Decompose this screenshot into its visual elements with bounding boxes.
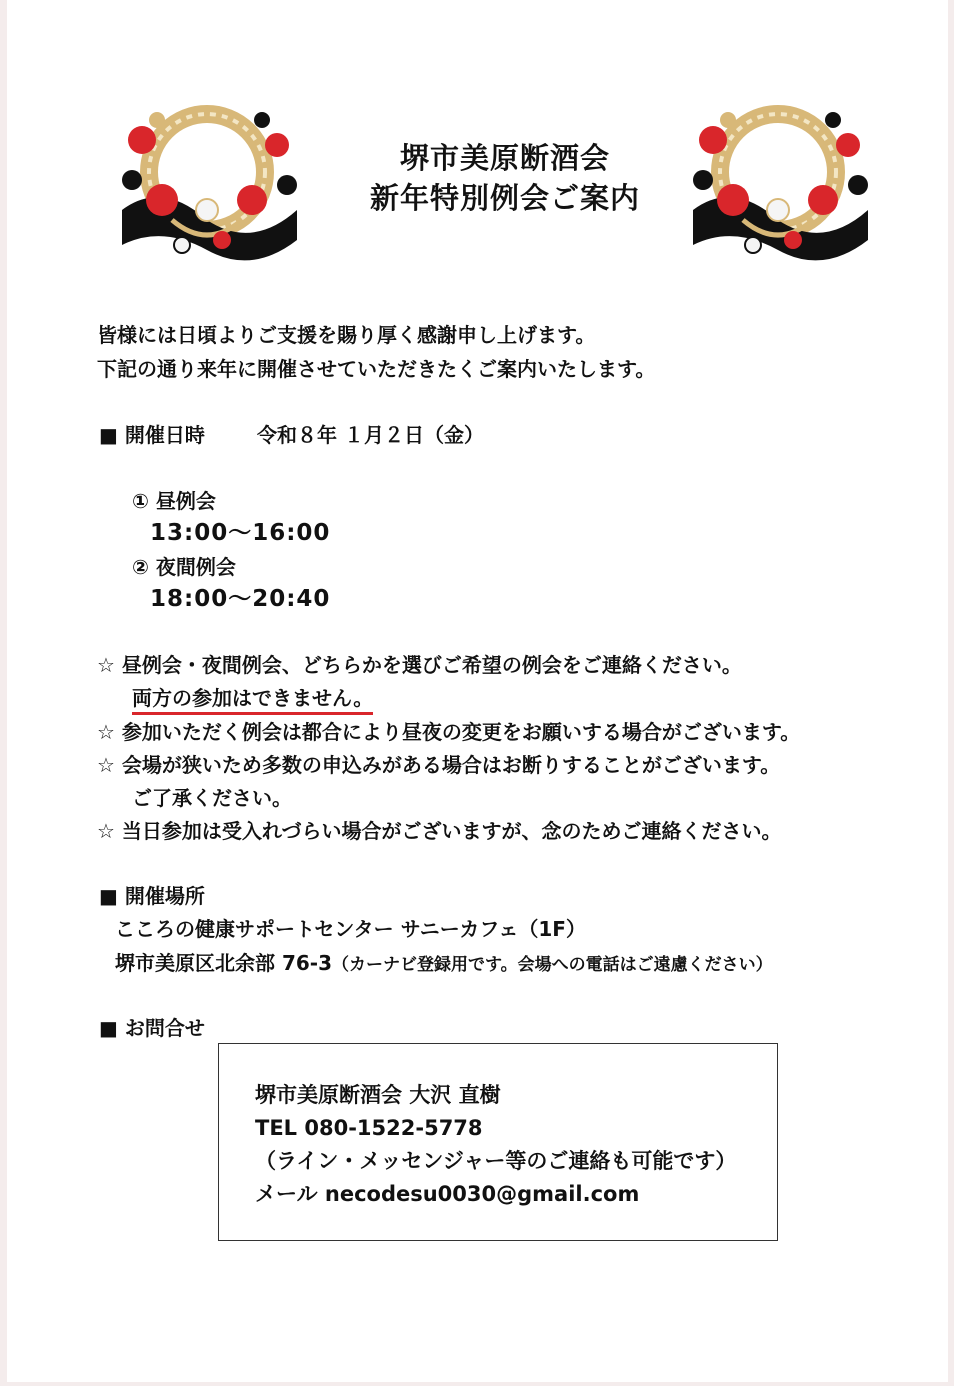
intro-line-2: 下記の通り来年に開催させていただきたくご案内いたします。 [97, 357, 656, 381]
contact-line-note: （ライン・メッセンジャー等のご連絡も可能です） [255, 1149, 737, 1173]
venue-address-note: （カーナビ登録用です。会場への電話はご遠慮ください） [332, 955, 773, 975]
contact-heading: ■ お問合せ [99, 1016, 205, 1040]
note-1-warning: 両方の参加はできません。 [132, 686, 373, 715]
contact-box [218, 1043, 778, 1241]
venue-heading: ■ 開催場所 [99, 884, 205, 908]
document-page [7, 0, 948, 1382]
title-line-1: 堺市美原断酒会 [399, 141, 610, 175]
new-year-wreath-icon [673, 100, 883, 270]
venue-name: こころの健康サポートセンター サニーカフェ（1F） [115, 917, 586, 941]
title-line-2: 新年特別例会ご案内 [369, 181, 640, 215]
schedule-date: 令和８年 １月２日（金） [257, 423, 484, 447]
contact-email: メール necodesu0030@gmail.com [255, 1182, 640, 1206]
schedule-heading: ■ 開催日時 [99, 423, 205, 447]
session-time-night: 18:00～20:40 [150, 586, 331, 612]
note-3-cont: ご了承ください。 [132, 786, 292, 810]
note-2: ☆ 参加いただく例会は都合により昼夜の変更をお願いする場合がございます。 [97, 720, 801, 744]
session-label-day: ① 昼例会 [132, 489, 216, 513]
intro-line-1: 皆様には日頃よりご支援を賜り厚く感謝申し上げます。 [97, 323, 596, 347]
contact-name: 堺市美原断酒会 大沢 直樹 [255, 1083, 501, 1107]
note-3: ☆ 会場が狭いため多数の申込みがある場合はお断りすることがございます。 [97, 753, 781, 777]
contact-tel: TEL 080-1522-5778 [255, 1116, 483, 1140]
venue-address: 堺市美原区北余部 76-3 [115, 951, 333, 975]
page-title [325, 138, 685, 218]
new-year-wreath-icon [102, 100, 312, 270]
session-label-night: ② 夜間例会 [132, 555, 236, 579]
session-time-day: 13:00～16:00 [150, 520, 331, 546]
note-1: ☆ 昼例会・夜間例会、どちらかを選びご希望の例会をご連絡ください。 [97, 653, 742, 677]
note-4: ☆ 当日参加は受入れづらい場合がございますが、念のためご連絡ください。 [97, 819, 782, 843]
